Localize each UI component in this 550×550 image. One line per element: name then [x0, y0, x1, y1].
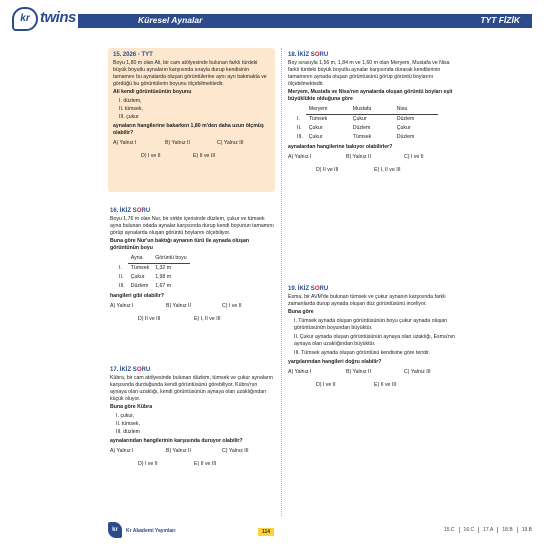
q17-prompt: Buna göre Kübra [110, 404, 153, 410]
question-16 [110, 208, 275, 323]
answer-item: 17.A [478, 527, 497, 533]
q16-table-header: Görüntü boyu [152, 254, 189, 264]
q18-cell: Tümsek [308, 116, 328, 122]
q18-cell: Düzlem [396, 116, 415, 122]
q18-label-end: RU [319, 52, 329, 58]
q19-prompt: Buna göre [288, 309, 314, 315]
q16-cell: I. [119, 264, 122, 271]
q18-cell: Tümsek [352, 134, 372, 140]
q16-label-end: RU [141, 208, 151, 214]
q18-cell: Çukur [396, 125, 411, 131]
q16-cell: Çukur [130, 274, 145, 280]
question-15 [113, 52, 271, 160]
q15-text: Boyu 1,80 m olan Ali, bir cam atölyesinde bulunan farklı türdeki büyük boyutlu aynaların karşısında sırayla durup kendisinin tamamını bu aynalarda oluşan görüntülerine aynı ayrı bakmakta ve gördüğü bu görüntülerin boyunu ölçebilmektedir. [113, 60, 267, 87]
q18-cell: Çukur [352, 116, 367, 122]
subject-label: TYT FİZİK [480, 15, 520, 25]
q16-cell: 1,98 m [155, 274, 172, 280]
q19-item: I. Tümsek aynada oluşan görüntüsünün boyu çukur aynada oluşan görüntüsünün boyundan büyüktür. [294, 318, 448, 331]
answer-item: 18.B [497, 527, 516, 533]
q18-option-c[interactable]: C) I ve II [404, 154, 424, 160]
q18-label: İKİZ S [297, 52, 315, 58]
q18-option-b[interactable]: B) Yalnız II [346, 154, 371, 160]
q17-item: III. düzlem [116, 429, 140, 435]
column-divider [281, 48, 282, 516]
q19-option-c[interactable]: C) Yalnız III [404, 369, 431, 375]
q19-item: II. Çukur aynada oluşan görüntüsünün aynaya olan uzaklığı, Esma'nın aynaya olan uzaklığından büyüktür. [294, 334, 456, 347]
q18-cell: Çukur [308, 125, 323, 131]
q17-option-a[interactable]: A) Yalnız I [110, 448, 134, 454]
table-row [116, 264, 190, 274]
publisher-name: Kr Akademi Yayınları [126, 528, 176, 534]
q17-number: 17. [110, 367, 119, 373]
q15-option-c[interactable]: C) Yalnız III [217, 140, 244, 146]
answer-key [440, 527, 536, 533]
logo-twins-text: twins [40, 9, 76, 26]
q16-number: 16. [110, 208, 119, 214]
q16-cell: 1,32 m [155, 265, 172, 271]
q15-item: III. çukur [119, 114, 139, 120]
q19-option-a[interactable]: A) Yalnız I [288, 369, 312, 375]
q16-question: hangileri gibi olabilir? [110, 293, 164, 299]
q19-item: III. Tümsek aynada oluşan görüntüsü kendisine göre terstir. [294, 350, 431, 356]
q18-table-header: Mustafa [350, 105, 394, 115]
q15-item: I. düzlem, [119, 98, 142, 104]
q17-label-o-mark: O [136, 367, 142, 373]
answer-item: 15.C [443, 527, 455, 533]
q19-text: Esma, bir AVM'de bulunan tümsek ve çukur aynanın karşısında farklı zamanlarda durup aynada oluşan düz görüntüsünü inceliyor. [288, 294, 446, 307]
q15-year: 2026 - TYT [122, 52, 153, 58]
q16-table [116, 254, 190, 291]
q16-cell: Tümsek [130, 265, 150, 271]
table-row [294, 115, 438, 125]
q18-table-header [294, 105, 306, 115]
q16-cell: III. [119, 283, 125, 289]
q18-option-d[interactable]: D) II ve III [316, 167, 339, 173]
q15-option-e[interactable]: E) II ve III [193, 153, 216, 159]
q17-option-e[interactable]: E) II ve III [194, 461, 217, 467]
q18-cell: Düzlem [396, 134, 415, 140]
answer-item: 19.B [517, 527, 536, 533]
logo-kr-mark: kr [12, 7, 38, 31]
q19-question: yargılarından hangileri doğru olabilir? [288, 359, 382, 365]
q16-option-a[interactable]: A) Yalnız I [110, 303, 134, 309]
question-19 [288, 286, 460, 389]
q15-option-b[interactable]: B) Yalnız II [165, 140, 190, 146]
header-bar [78, 14, 532, 28]
q18-prompt: Meryem, Mustafa ve Nisa'nın aynalarda oluşan görüntü boyları eşit büyüklükte olduğuna göre [288, 89, 453, 102]
footer [0, 514, 550, 550]
q18-option-e[interactable]: E) I, II ve III [374, 167, 401, 173]
q17-label-end: RU [141, 367, 151, 373]
q17-option-d[interactable]: D) I ve II [138, 461, 158, 467]
q18-question: aynalardan hangilerine bakıyor olabilirler? [288, 144, 393, 150]
q17-option-b[interactable]: B) Yalnız II [166, 448, 191, 454]
q18-cell: III. [297, 134, 303, 140]
q16-option-d[interactable]: D) II ve III [138, 316, 161, 322]
q18-table-header: Meryem [306, 105, 350, 115]
q18-number: 18. [288, 52, 297, 58]
q16-cell: 1,67 m [155, 283, 172, 289]
q18-cell: II. [297, 125, 302, 131]
footer-logo: kr [108, 522, 122, 538]
brand-logo [12, 7, 82, 31]
q16-label-o-mark: O [136, 208, 142, 214]
q18-text: Boy sırasıyla 1,56 m, 1,84 m ve 1,60 m olan Meryem, Mustafa ve Nisa farklı türdeki büyük boyutlu aynalar karşısında durarak kendilerinin tamamının aynada oluşan görüntüsünü görüp görüntü boylarını ölçebilmektedir. [288, 60, 450, 87]
answer-item: 16.C [459, 527, 479, 533]
q19-option-b[interactable]: B) Yalnız II [346, 369, 371, 375]
q17-question: aynalarından hangilerinin karşısında duruyor olabilir? [110, 438, 243, 444]
table-row [116, 282, 190, 291]
q16-option-c[interactable]: C) I ve II [222, 303, 242, 309]
q19-label: İKİZ S [297, 286, 315, 292]
q16-option-e[interactable]: E) I, II ve III [194, 316, 221, 322]
q15-item: II. tümsek, [119, 106, 143, 112]
q15-option-a[interactable]: A) Yalnız I [113, 140, 137, 146]
q16-option-b[interactable]: B) Yalnız II [166, 303, 191, 309]
q18-label-o-mark: O [314, 52, 320, 58]
q15-number: 15. [113, 52, 122, 58]
q18-table-header: Nisa [394, 105, 438, 115]
q16-label: İKİZ S [119, 208, 137, 214]
q19-option-d[interactable]: D) I ve II [316, 382, 336, 388]
q16-text: Boyu 1,76 m olan Nur, bir sirkte içerisinde düzlem, çukur ve tümsek ayna bulunan odada aynalar karşısında durup kendi boyunun tamamını görüp aynalarda oluşan görüntü boylarını ölçebiliyor. [110, 216, 274, 236]
q16-cell: II. [119, 274, 124, 280]
question-18 [288, 52, 460, 174]
table-row [116, 273, 190, 282]
q17-text: Kübra, bir cam atölyesinde bulunan düzlem, tümsek ve çukur aynaların karşısında durduğunda kendi görüntüsünü görebiliyor. Kübra'nın aynaya olan uzaklığı, kendi görüntüsünün aynaya olan uzaklığından küçük oluyor. [110, 375, 273, 402]
q19-option-e[interactable]: E) II ve III [374, 382, 397, 388]
q17-item: I. çukur, [116, 413, 135, 419]
table-row [294, 133, 438, 142]
q18-cell: I. [297, 115, 300, 122]
q17-option-c[interactable]: C) Yalnız III [222, 448, 249, 454]
q17-item: II. tümsek, [116, 421, 140, 427]
q18-cell: Düzlem [352, 125, 371, 131]
q16-table-header: Ayna [128, 254, 152, 264]
q18-cell: Çukur [308, 134, 323, 140]
q19-label-end: RU [319, 286, 329, 292]
page-title: Küresel Aynalar [138, 15, 203, 25]
q15-question: aynaların hangilerine bakarken 1,80 m'den daha uzun ölçmüş olabilir? [113, 123, 264, 136]
table-row [294, 124, 438, 133]
q15-option-d[interactable]: D) I ve II [141, 153, 161, 159]
q18-option-a[interactable]: A) Yalnız I [288, 154, 312, 160]
q18-table [294, 105, 438, 142]
page-number: 114 [258, 528, 274, 536]
q19-number: 19. [288, 286, 297, 292]
q16-cell: Düzlem [130, 283, 149, 289]
q15-prompt: Ali kendi görüntüsünün boyunu [113, 89, 192, 95]
q16-prompt: Buna göre Nur'un baktığı aynanın türü ile aynada oluşan görüntünün boyu [110, 238, 250, 251]
q19-label-o-mark: O [314, 286, 320, 292]
question-17 [110, 367, 275, 468]
q17-label: İKİZ S [119, 367, 137, 373]
